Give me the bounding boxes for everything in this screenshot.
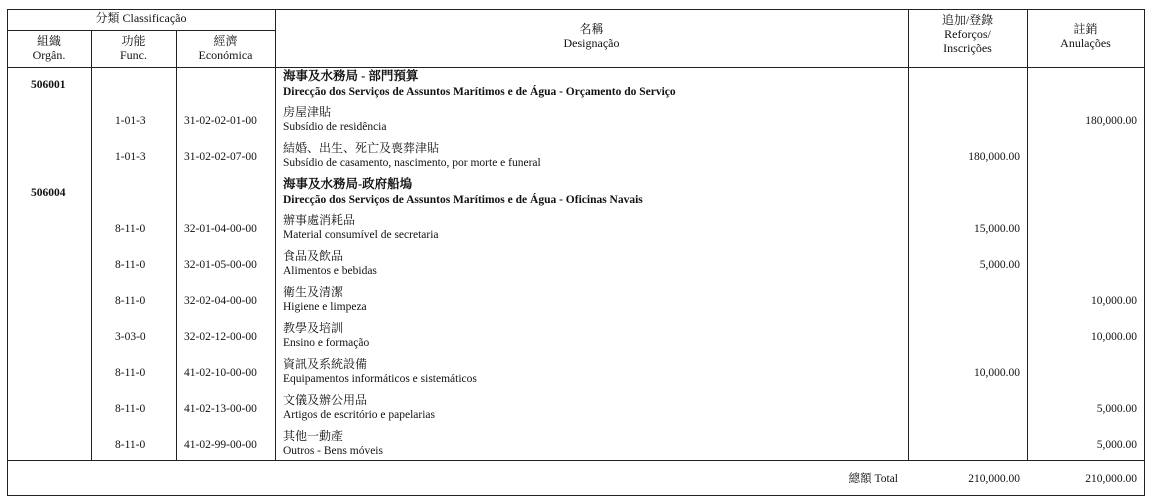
item-name-zh: 衛生及清潔 — [283, 285, 344, 299]
total-reforcos: 210,000.00 — [968, 473, 1020, 485]
econ-code: 41-02-99-00-00 — [184, 439, 257, 451]
item-name-pt: Alimentos e bebidas — [283, 265, 377, 277]
anulacao-amount: 180,000.00 — [1085, 115, 1137, 127]
func-code: 8-11-0 — [115, 295, 146, 307]
func-header-pt: Func. — [120, 48, 147, 62]
column-line-econ — [275, 9, 276, 460]
item-name-zh: 文儀及辦公用品 — [283, 393, 368, 407]
econ-code: 41-02-13-00-00 — [184, 403, 257, 415]
item-name-pt: Subsídio de casamento, nascimento, por morte e funeral — [283, 157, 541, 169]
total-label: 總額 Total — [848, 473, 898, 485]
econ-header-pt: Económica — [198, 48, 253, 62]
table-bottom-border — [7, 495, 1145, 496]
organ-header-zh: 組織 — [36, 34, 61, 48]
designation-header-zh: 名稱 — [579, 22, 604, 36]
reforco-amount: 180,000.00 — [968, 151, 1020, 163]
item-name-pt: Subsídio de residência — [283, 121, 387, 133]
func-code: 8-11-0 — [115, 403, 146, 415]
item-name-zh: 房屋津貼 — [283, 105, 332, 119]
column-line-left — [7, 9, 8, 496]
org-title-pt: Direcção dos Serviços de Assuntos Marítimos e de Água - Orçamento do Serviço — [283, 86, 676, 98]
func-code: 1-01-3 — [115, 151, 146, 163]
item-name-zh: 辦事處消耗品 — [283, 213, 356, 227]
econ-code: 32-01-05-00-00 — [184, 259, 257, 271]
func-code: 8-11-0 — [115, 223, 146, 235]
econ-code: 32-02-04-00-00 — [184, 295, 257, 307]
reforcos-header-pt2: Inscrições — [943, 41, 992, 55]
func-code: 1-01-3 — [115, 115, 146, 127]
anulacao-amount: 10,000.00 — [1091, 295, 1137, 307]
item-name-zh: 其他一動產 — [283, 429, 344, 443]
anulacoes-header-zh: 註銷 — [1073, 22, 1098, 36]
item-name-zh: 教學及培訓 — [283, 321, 344, 335]
item-name-zh: 食品及飲品 — [283, 249, 344, 263]
org-title-zh: 海事及水務局 - 部門預算 — [283, 69, 419, 83]
econ-header-zh: 經濟 — [213, 34, 238, 48]
anulacoes-header-pt: Anulações — [1060, 36, 1111, 50]
econ-code: 32-02-12-00-00 — [184, 331, 257, 343]
reforco-amount: 5,000.00 — [979, 259, 1020, 271]
item-name-zh: 資訊及系統設備 — [283, 357, 368, 371]
column-line-organ — [91, 30, 92, 460]
item-name-pt: Artigos de escritório e papelarias — [283, 409, 435, 421]
org-title-pt: Direcção dos Serviços de Assuntos Marítimos e de Água - Oficinas Navais — [283, 194, 643, 206]
anulacao-amount: 10,000.00 — [1091, 331, 1137, 343]
total-anulacoes: 210,000.00 — [1085, 473, 1137, 485]
table-top-border — [7, 9, 1145, 10]
total-top-border — [7, 460, 1145, 461]
econ-code: 31-02-02-07-00 — [184, 151, 257, 163]
reforco-amount: 15,000.00 — [974, 223, 1020, 235]
item-name-pt: Ensino e formação — [283, 337, 370, 349]
item-name-pt: Material consumível de secretaria — [283, 229, 439, 241]
column-line-reforcos — [1027, 9, 1028, 460]
func-code: 8-11-0 — [115, 439, 146, 451]
anulacao-amount: 5,000.00 — [1096, 439, 1137, 451]
classification-header: 分類 Classificação — [95, 11, 187, 25]
anulacao-amount: 5,000.00 — [1096, 403, 1137, 415]
organ-header-pt: Orgân. — [32, 48, 66, 62]
header-bottom-border — [7, 67, 1145, 68]
organ-code: 506004 — [31, 187, 66, 199]
econ-code: 41-02-10-00-00 — [184, 367, 257, 379]
column-line-right — [1144, 9, 1145, 496]
reforcos-header-pt1: Reforços/ — [944, 27, 991, 41]
org-title-zh: 海事及水務局-政府船塢 — [283, 177, 413, 191]
organ-code: 506001 — [31, 79, 66, 91]
designation-header-pt: Designação — [563, 36, 620, 50]
item-name-pt: Higiene e limpeza — [283, 301, 367, 313]
reforcos-header-zh: 追加/登錄 — [941, 13, 994, 27]
econ-code: 31-02-02-01-00 — [184, 115, 257, 127]
item-name-pt: Outros - Bens móveis — [283, 445, 383, 457]
budget-table — [7, 9, 1145, 496]
econ-code: 32-01-04-00-00 — [184, 223, 257, 235]
reforco-amount: 10,000.00 — [974, 367, 1020, 379]
item-name-zh: 結婚、出生、死亡及喪葬津貼 — [283, 141, 440, 155]
classification-divider — [7, 30, 275, 31]
func-code: 8-11-0 — [115, 259, 146, 271]
column-line-func — [176, 30, 177, 460]
item-name-pt: Equipamentos informáticos e sistemáticos — [283, 373, 477, 385]
func-code: 8-11-0 — [115, 367, 146, 379]
func-code: 3-03-0 — [115, 331, 146, 343]
func-header-zh: 功能 — [121, 34, 146, 48]
